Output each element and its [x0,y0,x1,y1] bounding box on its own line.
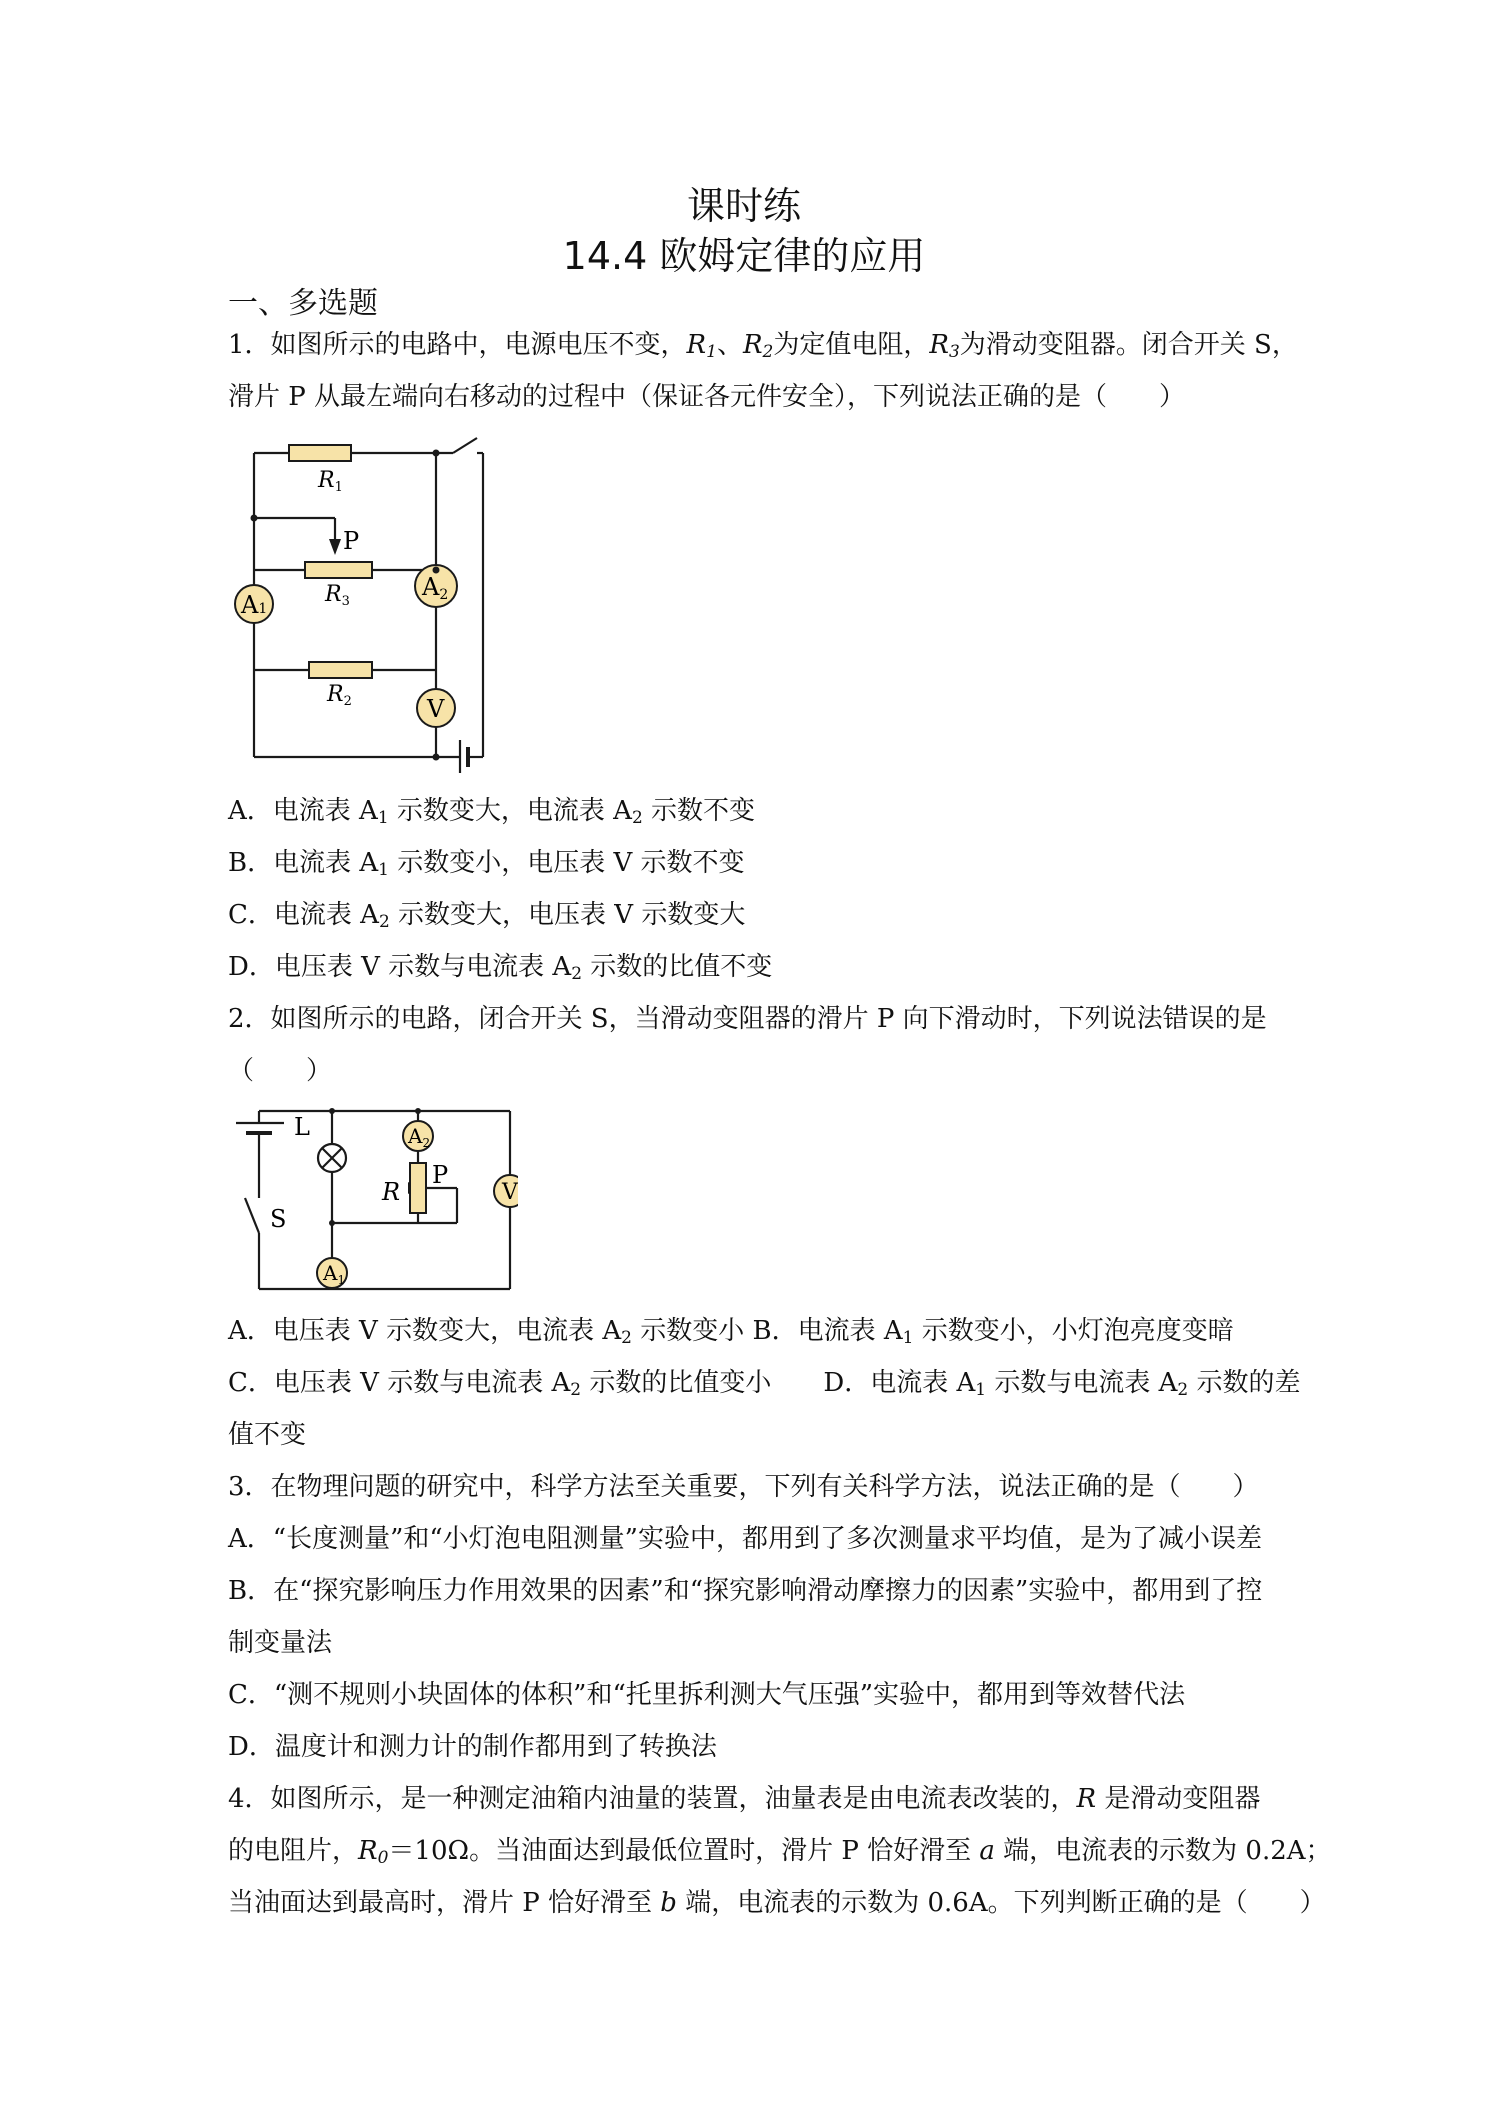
q2-v-label: V [502,1180,518,1205]
q3-option-b-line1: B．在“探究影响压力作用效果的因素”和“探究影响滑动摩擦力的因素”实验中，都用到了控 [228,1576,1263,1606]
q2-stem-line1: 2．如图所示的电路，闭合开关 S，当滑动变阻器的滑片 P 向下滑动时，下列说法错误的是 [228,1004,1267,1034]
q3-option-c: C．“测不规则小块固体的体积”和“托里拆利测大气压强”实验中，都用到等效替代法 [228,1680,1186,1710]
q2-p-label: P [432,1161,449,1189]
q1-r2-label: R2 [327,682,352,709]
q3-option-b-line2: 制变量法 [228,1628,333,1658]
lesson-title: 14.4 欧姆定律的应用 [562,234,926,278]
q2-r-label: R [382,1178,401,1206]
q2-a1-label: $A_1$ [323,1261,346,1287]
q1-v-label: V [427,695,445,723]
q1-a2-label: A2 [422,573,449,603]
page-title: 课时练 [686,184,801,228]
q1-p-label: P [343,527,360,555]
q3-stem: 3．在物理问题的研究中，科学方法至关重要，下列有关科学方法，说法正确的是（ ） [228,1472,1259,1502]
q4-stem-line1: 4．如图所示，是一种测定油箱内油量的装置，油量表是由电流表改装的，R 是滑动变阻器 [228,1784,1261,1814]
q2-option-d-continued: 值不变 [228,1420,307,1450]
q3-option-a: A．“长度测量”和“小灯泡电阻测量”实验中，都用到了多次测量求平均值，是为了减小误差 [228,1524,1262,1554]
q1-circuit-diagram [225,435,505,773]
q2-options-ab: A．电压表 V 示数变大，电流表 $A_2$ 示数变小 B．电流表 $A_1$ 示数变小，小灯泡亮度变暗 [228,1316,1234,1348]
q2-lamp-label: L [294,1113,310,1141]
q1-r3-label: R3 [325,582,350,609]
q2-a2-label: $A_2$ [408,1124,431,1150]
q1-stem-line1: 1．如图所示的电路中，电源电压不变，$R_1$、$R_2$为定值电阻，$R_3$为滑动变阻器。闭合开关 S， [228,330,1298,362]
q1-option-c: C．电流表 $A_2$ 示数变大，电压表 V 示数变大 [228,900,746,932]
q1-a1-label: A1 [241,591,268,619]
q2-options-cd: C．电压表 V 示数与电流表 $A_2$ 示数的比值变小 D．电流表 $A_1$ 示数与电流表 $A_2$ 示数的差 [228,1368,1301,1400]
q4-stem-line2: 的电阻片，$R_0=10\Omega$。当油面达到最低位置时，滑片 P 恰好滑至 a 端，电流表的示数为 0.2A； [228,1836,1332,1868]
q1-r1-label: R1 [318,468,343,495]
q1-option-a: A．电流表 $A_1$ 示数变大，电流表 $A_2$ 示数不变 [228,796,756,828]
q1-option-b: B．电流表 $A_1$ 示数变小，电压表 V 示数不变 [228,848,745,880]
q3-option-d: D．温度计和测力计的制作都用到了转换法 [228,1732,717,1762]
q2-circuit-diagram [228,1103,518,1298]
section-heading: 一、多选题 [228,286,378,321]
q2-switch-label: S [270,1205,287,1233]
q4-stem-line3: 当油面达到最高时，滑片 P 恰好滑至 b 端，电流表的示数为 0.6A。下列判断正确的是（ ） [228,1888,1326,1918]
q1-stem-line2: 滑片 P 从最左端向右移动的过程中（保证各元件安全），下列说法正确的是（ ） [228,382,1186,412]
q1-option-d: D．电压表 V 示数与电流表 $A_2$ 示数的比值不变 [228,952,773,984]
q2-stem-line2: （ ） [228,1056,333,1086]
